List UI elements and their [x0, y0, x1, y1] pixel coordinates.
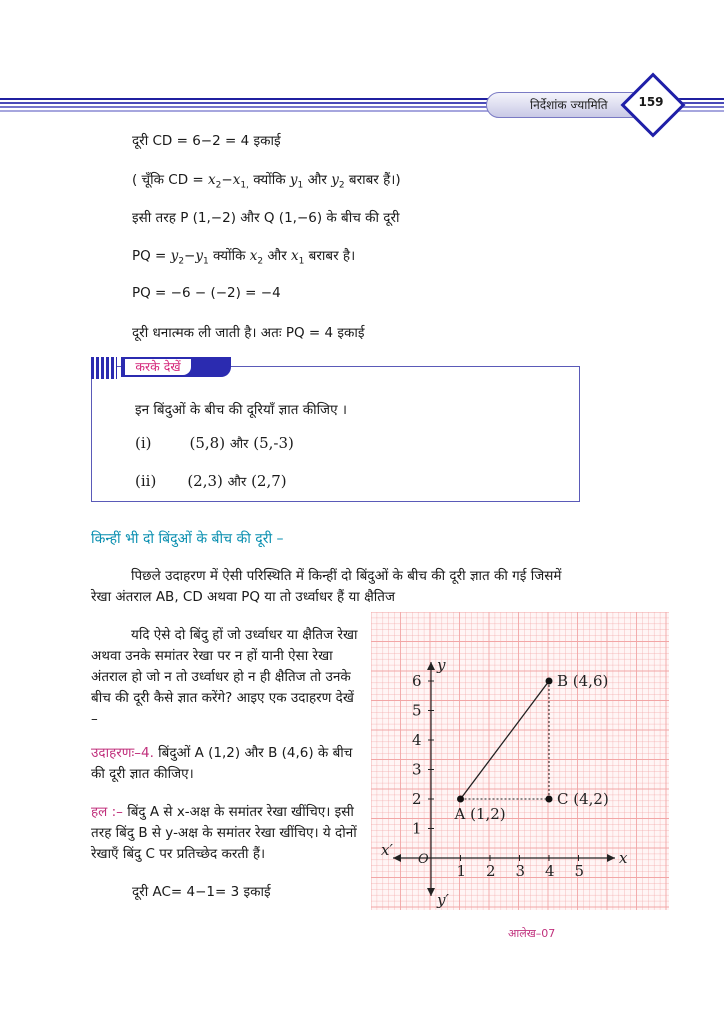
paragraph-1: पिछले उदाहरण में ऐसी परिस्थिति में किन्हीं दो बिंदुओं के बीच की दूरी ज्ञात की गई जिसमें रेखा अंतराल AB, CD अथवा PQ या तो उर्ध्वाधर हैं या क्षैतिज — [91, 568, 562, 605]
example-4: उदाहरणः–4. बिंदुओं A (1,2) और B (4,6) के बीच की दूरी ज्ञात कीजिए। — [91, 745, 353, 782]
tab-label-bg — [121, 357, 231, 377]
tab-label: करके देखें — [125, 359, 191, 375]
x-tick-label: 5 — [574, 862, 585, 881]
paragraph-2: यदि ऐसे दो बिंदु हों जो उर्ध्वाधर या क्षैतिज रेखा अथवा उनके समांतर रेखा पर न हों यानी ऐसा रेखा अंतराल हो जो न तो उर्ध्वाधर हो न ही क्षैतिज तो उनके बीच की दूरी कैसे ज्ञात करेंगे? आइए एक उदाहरण देखें – — [91, 627, 358, 727]
point-c — [546, 796, 553, 803]
activity-item-1: (i) (5,8) और (5,-3) — [135, 434, 294, 452]
x-neg-axis-label: x′ — [381, 841, 393, 859]
point-a-label: A (1,2) — [454, 805, 506, 823]
y-neg-axis-label: y′ — [437, 891, 449, 909]
tab-stripes — [91, 357, 117, 379]
text-line-4: PQ = $y_2-y_1$ क्योंकि $x_2$ और $x_1$ बराबर है। — [132, 248, 356, 267]
point-c-label: C (4,2) — [557, 790, 609, 808]
y-tick-label: 2 — [412, 790, 422, 808]
text-line-1: दूरी CD = 6−2 = 4 इकाई — [132, 133, 281, 149]
example-label: उदाहरणः–4. — [91, 745, 154, 761]
point-b-label: B (4,6) — [557, 672, 609, 690]
y-tick-label: 6 — [412, 672, 422, 690]
text-line-5: PQ = −6 − (−2) = −4 — [132, 285, 281, 301]
x-tick-label: 3 — [515, 862, 526, 881]
origin-label: O — [418, 852, 429, 867]
y-tick-label: 1 — [412, 819, 422, 838]
section-title: किन्हीं भी दो बिंदुओं के बीच की दूरी – — [91, 531, 284, 547]
text-line-3: इसी तरह P (1,−2) और Q (1,−6) के बीच की दूरी — [132, 210, 400, 226]
text-line-6: दूरी धनात्मक ली जाती है। अतः PQ = 4 इकाई — [132, 325, 365, 341]
x-tick-label: 1 — [456, 862, 467, 881]
chapter-title: निर्देशांक ज्यामिति — [530, 98, 608, 112]
y-tick-label: 3 — [412, 760, 422, 779]
solution-label: हल :– — [91, 804, 123, 820]
coordinate-graph — [371, 612, 669, 910]
activity-item-2: (ii) (2,3) और (2,7) — [135, 472, 287, 490]
graph-caption: आलेख–07 — [508, 927, 556, 940]
page-number: 159 — [638, 95, 664, 109]
y-axis-label: y — [437, 656, 446, 674]
point-a — [457, 796, 464, 803]
activity-tab — [91, 357, 231, 379]
text-line-2: ( चूँकि CD = $x_2-x_{1,}$ क्योंकि $y_1$ और $y_2$ बराबर हैं।) — [132, 172, 401, 191]
y-tick-label: 5 — [412, 701, 422, 720]
point-b — [546, 678, 553, 685]
final-line: दूरी AC= 4−1= 3 इकाई — [132, 884, 271, 900]
solution: हल :– बिंदु A से x-अक्ष के समांतर रेखा खींचिए। इसी तरह बिंदु B से y-अक्ष के समांतर रेखा खींचिए। ये दोनों रेखाएँ बिंदु C पर प्रतिच्छेद करती हैं। — [91, 804, 357, 862]
x-tick-label: 2 — [486, 862, 496, 881]
x-tick-label: 4 — [545, 862, 555, 881]
y-tick-label: 4 — [412, 731, 422, 749]
activity-prompt: इन बिंदुओं के बीच की दूरियाँ ज्ञात कीजिए । — [135, 402, 347, 418]
x-axis-label: x — [619, 849, 628, 867]
